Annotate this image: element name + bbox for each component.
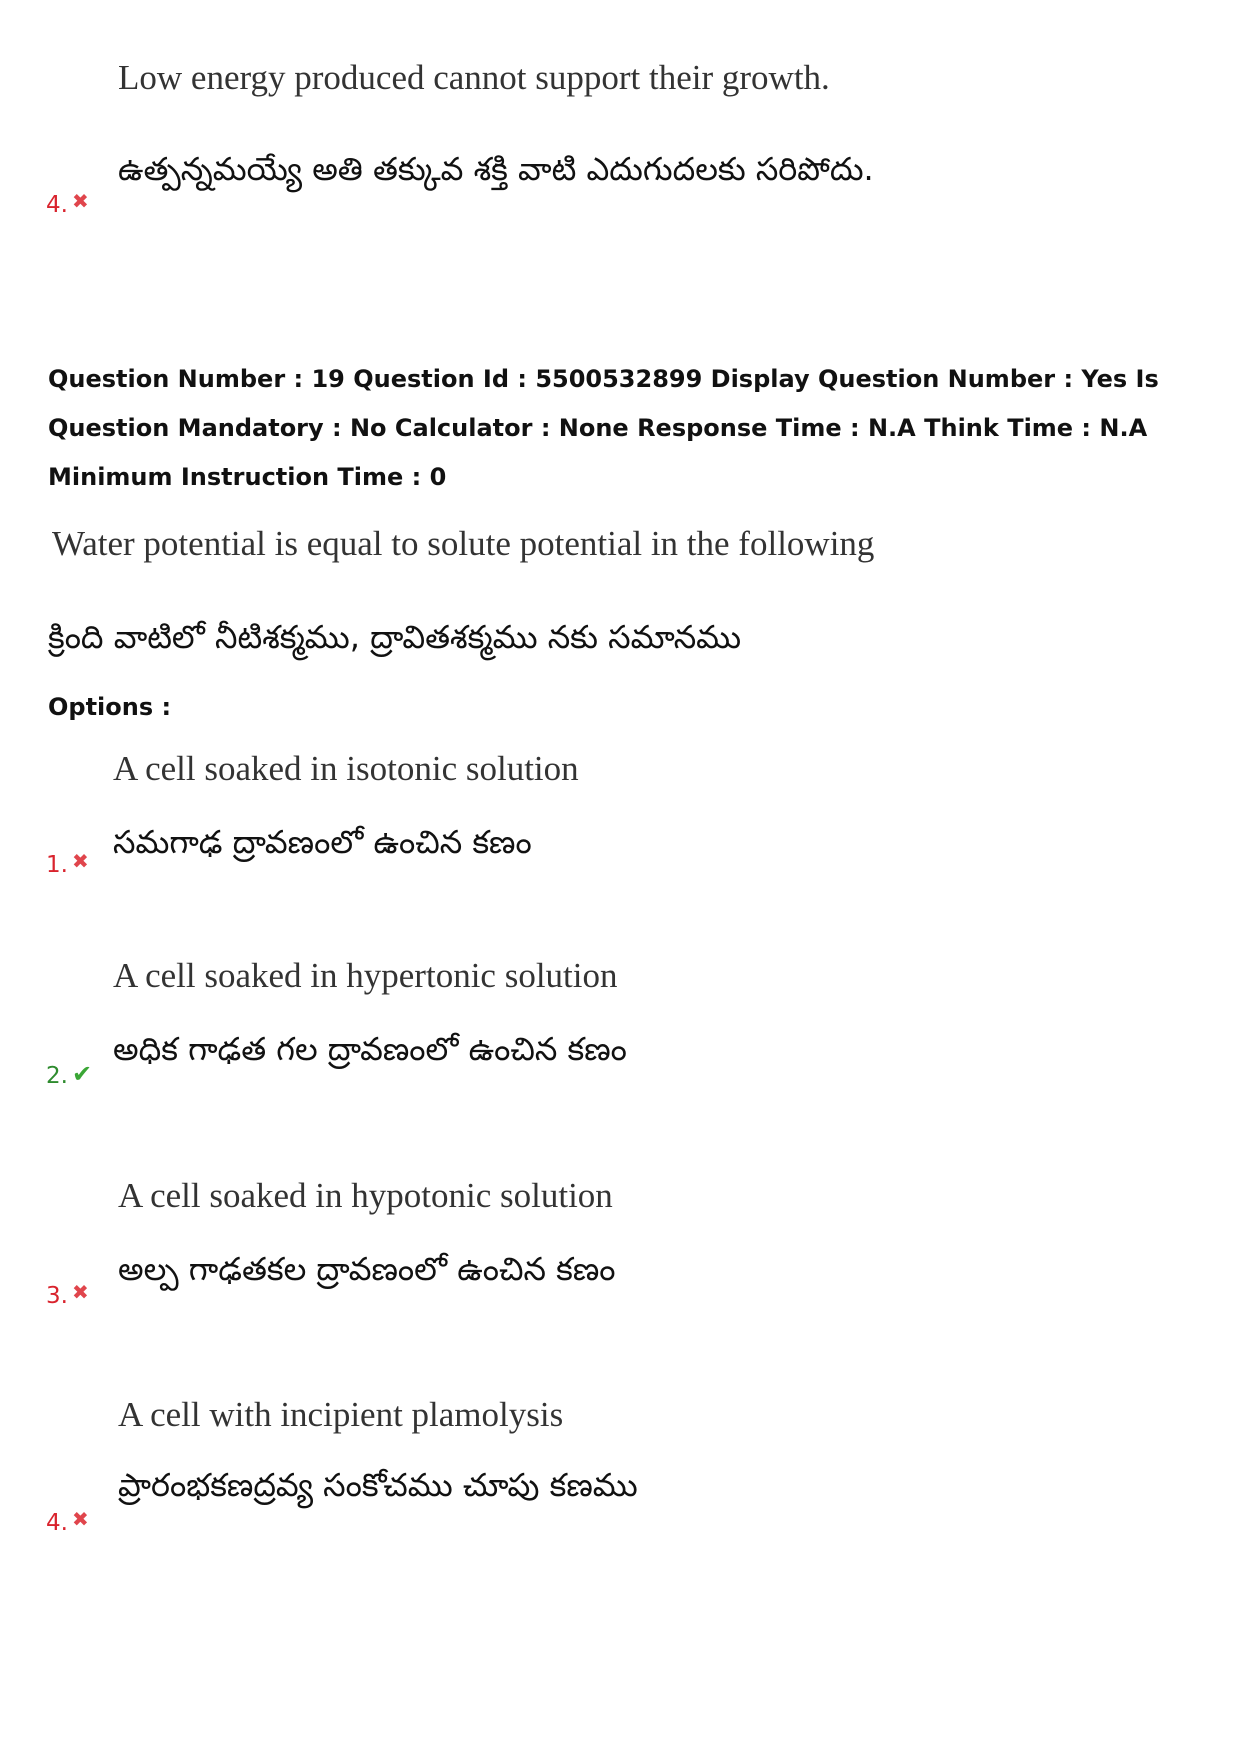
option-number-label: 2.: [46, 1063, 68, 1089]
wrong-mark-icon: ✖: [71, 1507, 89, 1531]
prev-option-4-telugu: ఉత్పన్నమయ్యే అతి తక్కువ శక్తి వాటి ఎదుగుదలకు సరిపోదు.: [118, 150, 874, 188]
option-1-telugu: సమగాఢ ద్రావణంలో ఉంచిన కణం: [113, 823, 532, 861]
wrong-mark-icon: ✖: [71, 1280, 89, 1304]
option-number-label: 1.: [46, 852, 68, 878]
prev-option-4-english: Low energy produced cannot support their growth.: [118, 58, 830, 97]
option-number-label: 4.: [46, 192, 68, 218]
wrong-mark-icon: ✖: [71, 189, 89, 213]
option-2-english: A cell soaked in hypertonic solution: [113, 956, 618, 995]
options-label: Options :: [48, 693, 172, 721]
option-number-label: 3.: [46, 1283, 68, 1309]
option-4-number: [46, 1507, 89, 1536]
option-4-telugu: ప్రారంభకణద్రవ్య సంకోచము చూపు కణము: [118, 1466, 638, 1504]
correct-check-icon: ✔: [71, 1060, 93, 1088]
prev-option-4-number: [46, 189, 89, 218]
option-3-number: [46, 1280, 89, 1309]
question-meta: Question Number : 19 Question Id : 5500532899 Display Question Number : Yes Is Question Mandatory : No Calculator : None Response Time : N.A Think Time : N.A Minimum Instruction Time : 0: [48, 365, 1159, 491]
question-telugu: క్రింది వాటిలో నీటిశక్మము, ద్రావితశక్మము నకు సమానము: [48, 618, 742, 656]
option-number-label: 4.: [46, 1510, 68, 1536]
question-english: Water potential is equal to solute potential in the following: [52, 524, 875, 563]
option-1-number: [46, 849, 89, 878]
option-3-english: A cell soaked in hypotonic solution: [118, 1176, 613, 1215]
option-2-telugu: అధిక గాఢత గల ద్రావణంలో ఉంచిన కణం: [113, 1030, 627, 1068]
option-3-telugu: అల్ప గాఢతకల ద్రావణంలో ఉంచిన కణం: [118, 1250, 616, 1288]
option-2-number: [46, 1062, 92, 1090]
option-1-english: A cell soaked in isotonic solution: [113, 749, 579, 788]
wrong-mark-icon: ✖: [71, 849, 89, 873]
option-4-english: A cell with incipient plamolysis: [118, 1395, 564, 1434]
